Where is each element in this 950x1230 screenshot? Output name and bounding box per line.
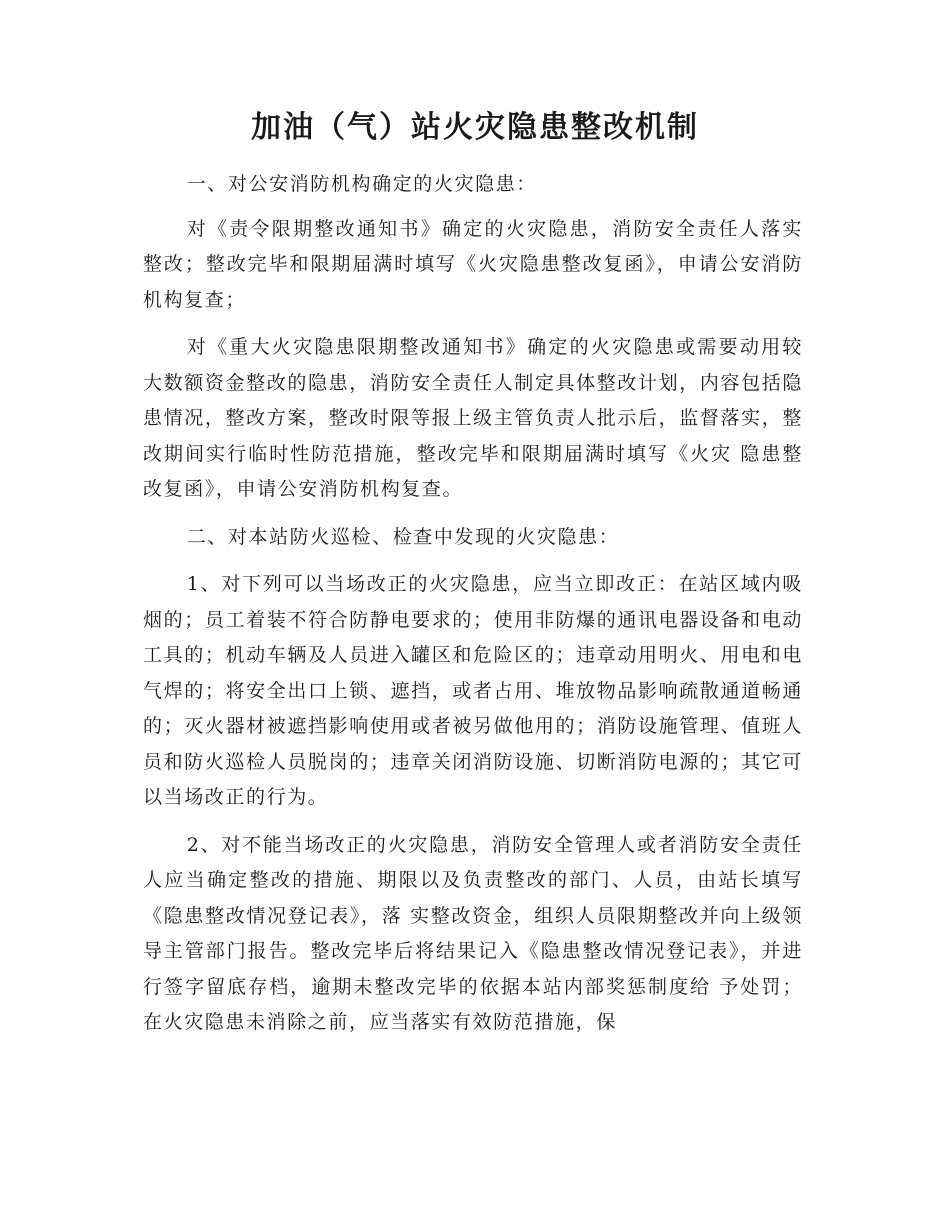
section-heading-2: 二、对本站防火巡检、检查中发现的火灾隐患： — [186, 525, 620, 548]
paragraph-major-hazard-notice: 对《重大火灾隐患限期整改通知书》确定的火灾隐患或需要动用较大数额资金整改的隐患，消防安全责任人制定具体整改计划，内容包括隐患情况，整改方案，整改时限等报上级主管负责人批示后，监督落实，整改期间实行临时性防范措施，整改完毕和限期届满时填写《火灾 隐患整改复函》，申请公安消防机构复查。 — [143, 336, 803, 500]
paragraph-deferred-correction: 2、对不能当场改正的火灾隐患，消防安全管理人或者消防安全责任人应当确定整改的措施、期限以及负责整改的部门、人员，由站长填写《隐患整改情况登记表》，落 实整改资金，组织人员限期整改并向上级领导主管部门报告。整改完毕后将结果记入《隐患整改情况登记表》，并进行签字留底存档，逾期未整改完毕的依据本站内部奖惩制度给 予处罚；在火灾隐患未消除之前，应当落实有效防范措施，保 — [143, 833, 803, 1033]
document-title: 加油（气）站火灾隐患整改机制 — [251, 110, 699, 145]
paragraph-immediate-correction: 1、对下列可以当场改正的火灾隐患，应当立即改正：在站区域内吸烟的；员工着装不符合防静电要求的；使用非防爆的通讯电器设备和电动工具的；机动车辆及人员进入罐区和危险区的；违章动用明火、用电和电气焊的；将安全出口上锁、遮挡，或者占用、堆放物品影响疏散通道畅通的；灭火器材被遮挡影响使用或者被另做他用的；消防设施管理、值班人员和防火巡检人员脱岗的；违章关闭消防设施、切断消防电源的；其它可以当场改正的行为。 — [143, 573, 803, 808]
paragraph-rectification-notice: 对《责令限期整改通知书》确定的火灾隐患，消防安全责任人落实整改；整改完毕和限期届满时填写《火灾隐患整改复函》，申请公安消防机构复查； — [143, 217, 803, 311]
document-body — [143, 167, 803, 1041]
section-heading-1: 一、对公安消防机构确定的火灾隐患： — [186, 173, 537, 195]
